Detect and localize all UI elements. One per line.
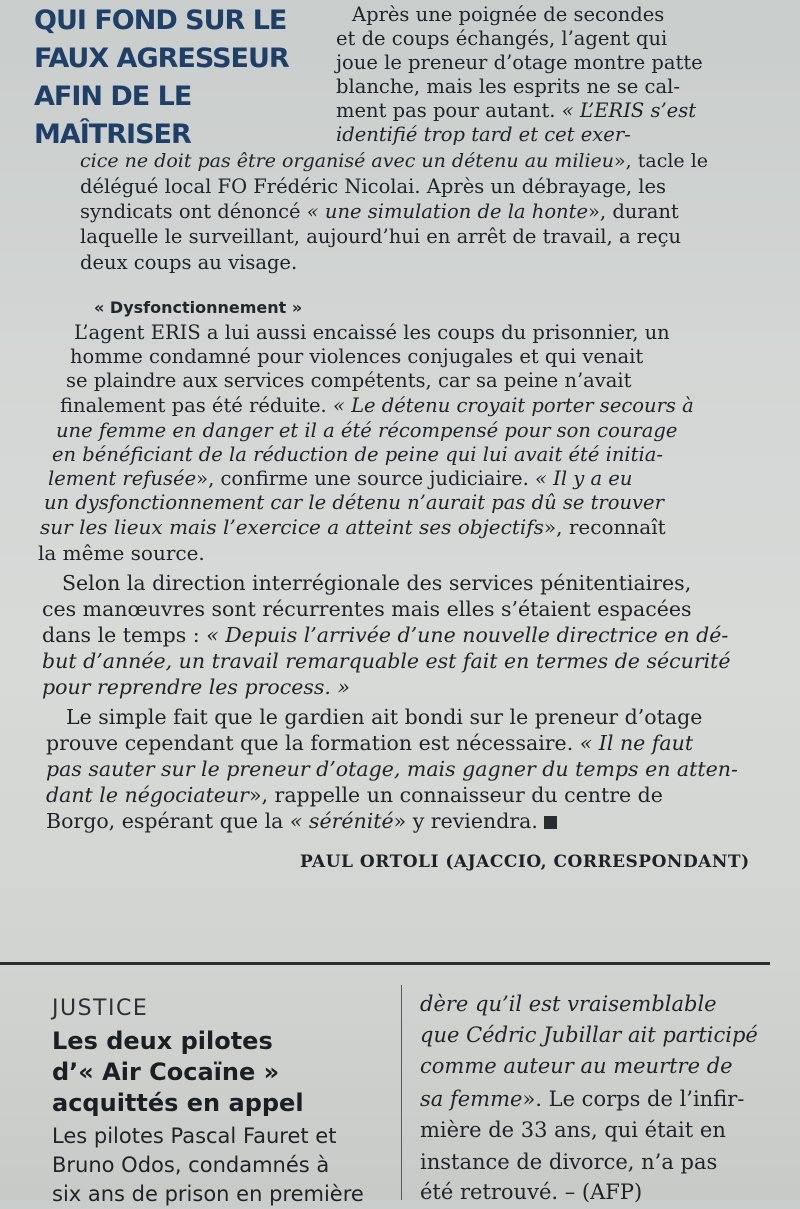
article-line: Selon la direction interrégionale des services pénitentiaires, [62,571,692,595]
article-line: dant le négociateur», rappelle un connaisseur du centre de [46,783,663,807]
brief-body-line: Bruno Odos, condamnés à [52,1153,330,1177]
article-line: délégué local FO Frédéric Nicolai. Après un débrayage, les [80,175,667,198]
right-column-line: mière de 33 ans, qui était en [420,1118,726,1142]
article-line: ces manœuvres sont récurrentes mais elles s’étaient espacées [42,597,692,621]
article-line: laquelle le surveillant, aujourd’hui en arrêt de travail, a reçu [80,225,682,248]
article-line: dans le temps : « Depuis l’arrivée d’une nouvelle directrice en dé- [42,623,729,647]
article-line: un dysfonctionnement car le détenu n’aurait pas dû se trouver [44,491,664,514]
article-line: blanche, mais les esprits ne se cal- [336,75,680,98]
article-line: syndicats ont dénoncé « une simulation de la honte», durant [80,200,679,223]
article-line: L’agent ERIS a lui aussi encaissé les coups du prisonnier, un [74,321,670,344]
end-of-article-mark [544,816,557,829]
article-line: lement refusée», confirme une source judiciaire. « Il y a eu [48,467,633,490]
article-line: ment pas pour autant. « L’ERIS s’est [336,99,697,122]
right-column-line: dère qu’il est vraisemblable [420,992,717,1016]
article-line: Le simple fait que le gardien ait bondi sur le preneur d’otage [66,705,703,729]
article-line: but d’année, un travail remarquable est fait en termes de sécurité [42,649,731,673]
article-line: et de coups échangés, l’agent qui [336,27,668,50]
article-line: une femme en danger et il a été récompensé pour son courage [56,419,678,442]
article-line: cice ne doit pas être organisé avec un détenu au milieu», tacle le [80,150,709,172]
section-divider-rule [0,962,770,965]
article-line: pour reprendre les process. » [42,675,350,699]
article-line: joue le preneur d’otage montre patte [336,51,703,74]
headline-line-1: QUI FOND SUR LE [34,5,287,36]
right-column-line: sa femme». Le corps de l’infir- [420,1087,745,1111]
article-line: se plaindre aux services compétents, car sa peine n’avait [66,369,632,392]
brief-section-label: JUSTICE [52,996,149,1021]
article-line: finalement pas été réduite. « Le détenu croyait porter secours à [60,394,694,417]
brief-title [52,1026,382,1119]
article-line: pas sauter sur le preneur d’otage, mais gagner du temps en atten- [46,757,738,781]
article-line: homme condamné pour violences conjugales et qui venait [70,345,644,368]
article-line: en bénéficiant de la réduction de peine qui lui avait été initia- [52,443,663,466]
headline-line-3: AFIN DE LE MAÎTRISER [34,81,192,150]
right-column-line: comme auteur au meurtre de [420,1054,733,1078]
article-line: Après une poignée de secondes [352,3,665,26]
right-column-line: été retrouvé. – (AFP) [420,1180,643,1204]
right-column-line: instance de divorce, n’a pas [420,1150,718,1174]
article-line: prouve cependant que la formation est nécessaire. « Il ne faut [46,731,694,755]
article-subhead: « Dysfonctionnement » [94,298,303,317]
article-line: la même source. [38,541,205,565]
article-line: sur les lieux mais l’exercice a atteint ses objectifs», reconnaît [40,515,666,539]
article-headline [34,2,334,154]
article-line: Borgo, espérant que la « sérénité» y reviendra. [46,808,557,834]
right-column-line: que Cédric Jubillar ait participé [420,1023,758,1047]
brief-body-line: Les pilotes Pascal Fauret et [52,1124,337,1148]
brief-title-line-2: d’« Air Cocaïne » [52,1058,280,1086]
brief-body-line: six ans de prison en première [52,1182,364,1206]
article-line: deux coups au visage. [80,251,298,274]
article-byline: PAUL ORTOLI (AJACCIO, CORRESPONDANT) [300,852,750,872]
brief-title-line-1: Les deux pilotes [52,1027,273,1055]
column-divider [401,985,402,1200]
article-line: identifié trop tard et cet exer- [336,123,631,146]
headline-line-2: FAUX AGRESSEUR [34,43,289,74]
brief-title-line-3: acquittés en appel [52,1089,304,1117]
